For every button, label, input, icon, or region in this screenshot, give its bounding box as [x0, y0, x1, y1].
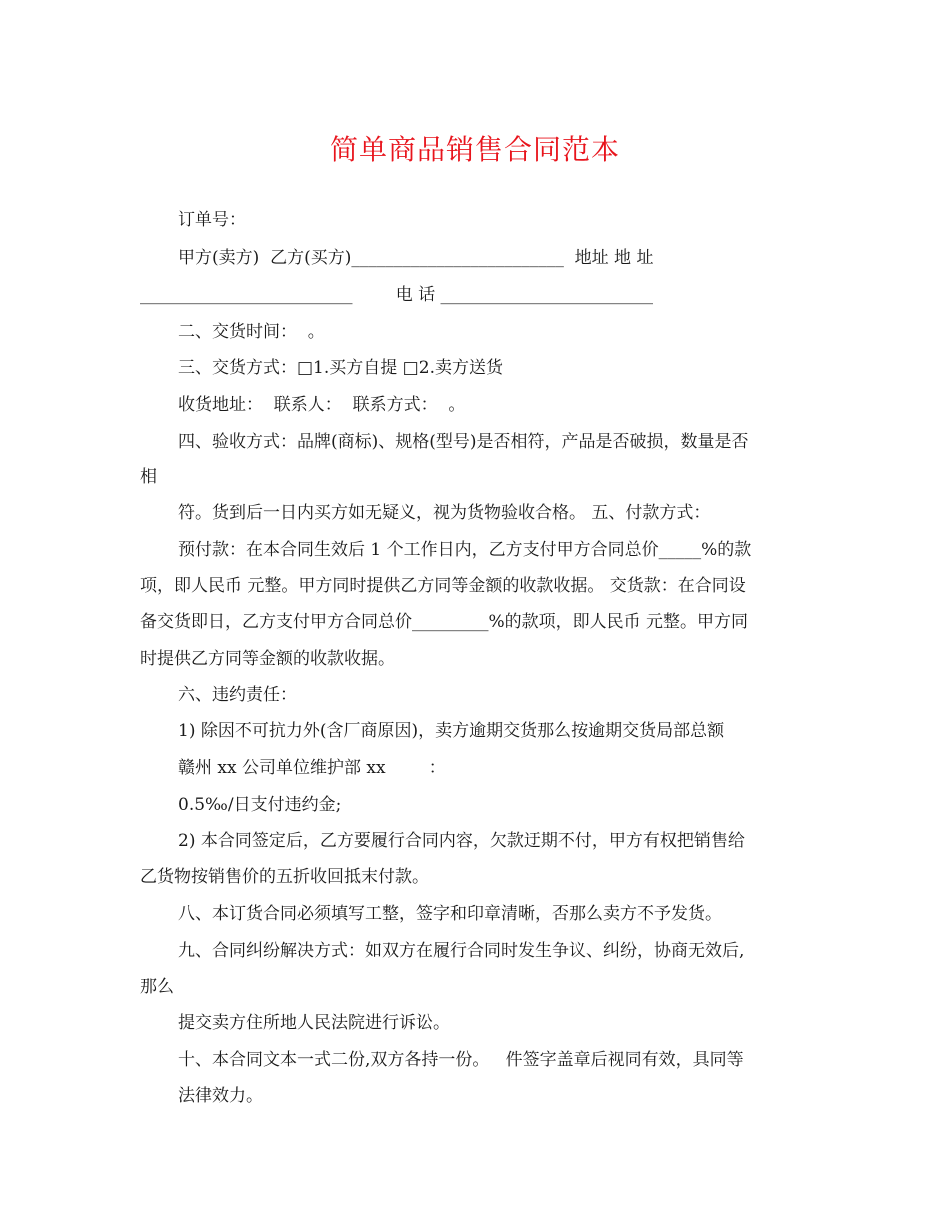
prepayment-continued-line: 项，即人民币 元整。甲方同时提供乙方同等金额的收款收据。 交货款：在合同设 — [140, 576, 746, 596]
prepayment-line: 预付款：在本合同生效后 1 个工作日内，乙方支付甲方合同总价_____%的款 — [178, 540, 752, 560]
inspection-line: 四、验收方式：品牌(商标)、规格(型号)是否相符，产品是否破损，数量是否 — [178, 432, 749, 452]
company-line: 赣州 xx 公司单位维护部 xx ： — [178, 758, 446, 778]
order-number-line: 订单号： — [178, 210, 246, 230]
delivery-method-line: 三、交货方式：□1.买方自提 □2.卖方送货 — [178, 358, 503, 378]
receipt-line: 时提供乙方同等金额的收款收据。 — [140, 649, 395, 669]
address-phone-line: _________________________ 电 话 _________________________ — [140, 285, 654, 305]
legal-effect-line: 法律效力。 — [178, 1086, 263, 1106]
litigation-line: 提交卖方住所地人民法院进行诉讼。 — [178, 1013, 450, 1033]
liability-clause-1: 1) 除因不可抗力外(含厂商原因)，卖方逾期交货那么按逾期交货局部总额 — [178, 721, 725, 741]
penalty-rate-line: 0.5‰/日支付违约金; — [178, 795, 342, 815]
clause-9-continued-line: 那么 — [140, 977, 174, 997]
parties-line: 甲方(卖方) 乙方(买方)_________________________ 地址 地 址 — [178, 248, 654, 268]
clause-10-line: 十、本合同文本一式二份,双方各持一份。 件签字盖章后视同有效，具同等 — [178, 1050, 744, 1070]
delivery-payment-line: 备交货即日，乙方支付甲方合同总价_________%的款项，即人民币 元整。甲方同 — [140, 612, 749, 632]
delivery-time-line: 二、交货时间： 。 — [178, 322, 325, 342]
receiving-address-line: 收货地址： 联系人： 联系方式： 。 — [178, 395, 466, 415]
liability-heading: 六、违约责任： — [178, 685, 297, 705]
document-title: 简单商品销售合同范本 — [329, 133, 620, 166]
inspection-continued-line: 相 — [140, 467, 157, 487]
liability-clause-2: 2) 本合同签定后，乙方要履行合同内容，欠款迂期不付，甲方有权把销售给 — [178, 831, 745, 851]
clause-9-line: 九、合同纠纷解决方式：如双方在履行合同时发生争议、纠纷，协商无效后, — [178, 941, 745, 961]
acceptance-payment-line: 符。货到后一日内买方如无疑义，视为货物验收合格。 五、付款方式： — [178, 503, 711, 523]
clause-8-line: 八、本订货合同必须填写工整，签字和印章清晰，否那么卖方不予发货。 — [178, 904, 722, 924]
liability-clause-2-continued: 乙货物按销售价的五折收回抵末付款。 — [140, 867, 429, 887]
